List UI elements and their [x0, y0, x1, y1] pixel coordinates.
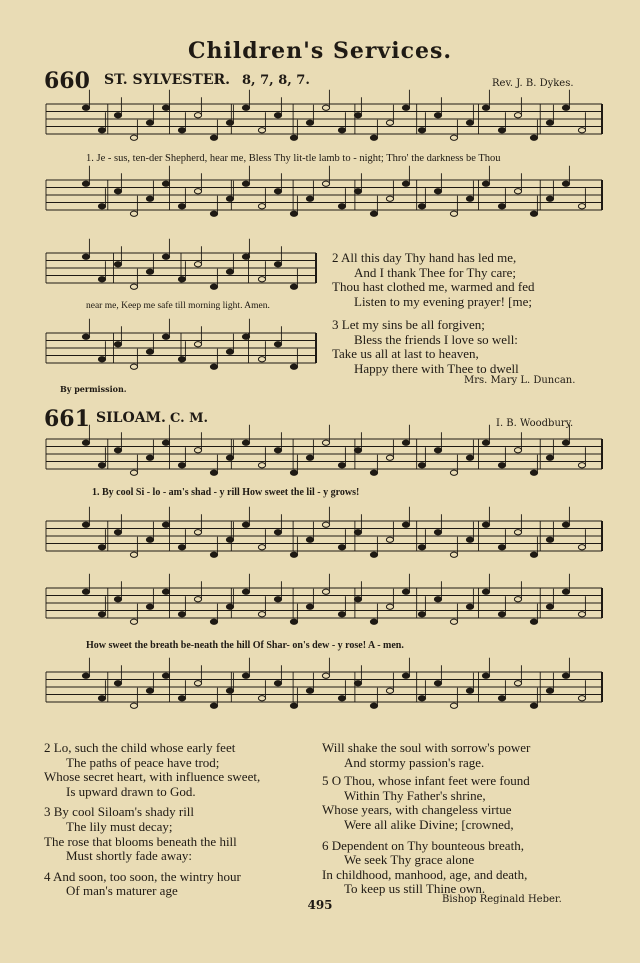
- verse-661-left-column: 2 Lo, such the child whose early feet The paths of peace have trod; Whose secret heart, with influence sweet, Is upward drawn to God. 3 By cool Siloam's shady rill The lily must decay; The rose that blooms beneath the hill Must shortly fade away: 4 And soon, too soon, the wintry hour Of man's maturer age: [44, 740, 261, 899]
- tune-name-661: SILOAM.: [96, 410, 166, 426]
- lyrics-661-line1: 1. By cool Si - lo - am's shad - y rill How sweet the lil - y grows!: [92, 487, 360, 498]
- composer-660: Rev. J. B. Dykes.: [492, 78, 574, 89]
- verse-660-3: 3 Let my sins be all forgiven; Bless the friends I love so well: Take us all at last to heaven, Happy there with Thee to dwell: [332, 317, 519, 376]
- composer-661: I. B. Woodbury.: [496, 418, 574, 429]
- staff-lines: [46, 658, 602, 709]
- meter-660: 8, 7, 8, 7.: [242, 73, 310, 88]
- page-number: 495: [307, 898, 333, 912]
- lyrics-660-line1: 1. Je - sus, ten-der Shepherd, hear me, Bless Thy lit-tle lamb to - night; Thro' the darkness be Thou: [86, 153, 501, 164]
- lyrics-661-line2: How sweet the breath be-neath the hill Of Shar- on's dew - y rose! A - men.: [86, 640, 404, 651]
- permission-note: By permission.: [60, 384, 127, 394]
- meter-661: C. M.: [170, 411, 209, 426]
- page-title: Children's Services.: [187, 38, 453, 64]
- lyrics-660-line2: near me, Keep me safe till morning light. Amen.: [86, 301, 270, 311]
- tune-name-660: ST. SYLVESTER.: [104, 72, 230, 88]
- hymn-number-660: 660: [44, 68, 90, 94]
- verse-660-2: 2 All this day Thy hand has led me, And I thank Thee for Thy care; Thou hast clothed me, warmed and fed Listen to my evening prayer! [me;: [332, 250, 535, 309]
- author-660: Mrs. Mary L. Duncan.: [464, 375, 576, 386]
- author-661: Bishop Reginald Heber.: [442, 894, 562, 905]
- hymn-number-661: 661: [44, 406, 90, 432]
- verse-661-right-column: Will shake the soul with sorrow's power And stormy passion's rage. 5 O Thou, whose infant feet were found Within Thy Father's shrine, Whose years, with changeless virtue Were all alike Divine; [crowned, 6 Dependent on Thy bounteous breath, We seek Thy grace alone In childhood, manhood, age, and death, To keep us still Thine own.: [322, 740, 531, 897]
- staff-lines: [46, 574, 602, 625]
